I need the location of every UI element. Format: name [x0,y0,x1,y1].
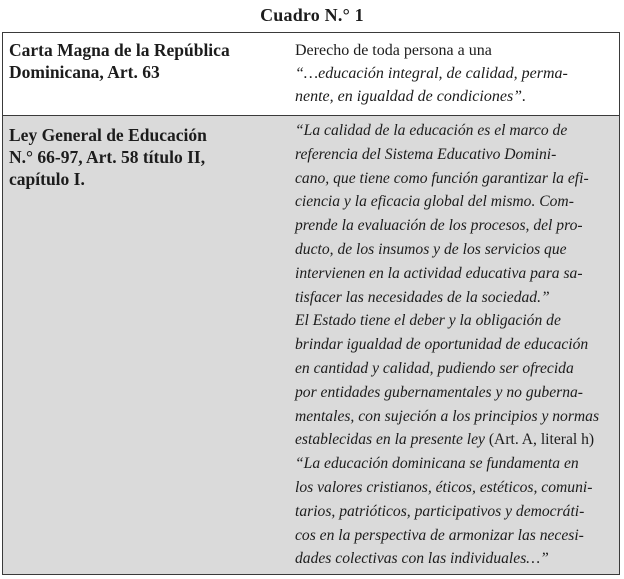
content-line [295,428,611,452]
legal-table [2,32,620,575]
content-line: “…educación integral, de calidad, perma- [295,65,568,82]
source-line: N.° 66-97, Art. 58 título II, [9,147,206,167]
content-line: los valores cristianos, éticos, estéticos, comuni- [295,478,593,496]
source-cell [9,39,281,83]
content-line: tisfacer las necesidades de la sociedad.” [295,288,550,306]
table-caption: Cuadro N.° 1 [260,5,364,25]
content-line [295,39,611,62]
content-line: cano, que tiene como función garantizar la efi- [295,169,589,187]
content-line: prende la evaluación de los procesos, del pro- [295,217,583,235]
source-line: Carta Magna de la República [9,40,230,60]
content-line: ciencia y la eficacia global del mismo. Com- [295,193,574,211]
content-line: dades colectivas con las individuales…” [295,550,549,568]
content-cell [295,39,611,108]
table-row [3,33,619,116]
table-row [3,116,619,574]
content-line: tarios, patrióticos, participativos y democráti- [295,502,585,520]
source-line: capítulo I. [9,169,85,189]
content-line: “La educación dominicana se fundamenta en [295,455,579,473]
source-cell [9,124,281,190]
upright-text: Derecho de toda persona a una [295,42,492,59]
content-line: El Estado tiene el deber y la obligación de [295,312,561,330]
content-line: por entidades gubernamentales y no guberna- [295,383,584,401]
content-line: ducto, de los insumos y de los servicios que [295,240,567,258]
source-line: Ley General de Educación [9,125,207,145]
italic-text: establecidas en la presente ley [295,431,485,449]
content-line: en cantidad y calidad, pudiendo ser ofrecida [295,359,574,377]
content-line: “La calidad de la educación es el marco de [295,122,568,139]
content-cell [295,119,611,571]
content-line: intervienen en la actividad educativa para sa- [295,264,583,282]
content-line: mentales, con sujeción a los principios y normas [295,407,600,425]
content-line: nente, en igualdad de condiciones”. [295,88,527,105]
upright-text: (Art. A, literal h) [488,431,595,449]
source-line: Dominicana, Art. 63 [9,62,160,82]
content-line: cos en la perspectiva de armonizar las necesi- [295,526,584,544]
content-line: referencia del Sistema Educativo Domini- [295,145,557,163]
content-line: brindar igualdad de oportunidad de educación [295,336,589,354]
